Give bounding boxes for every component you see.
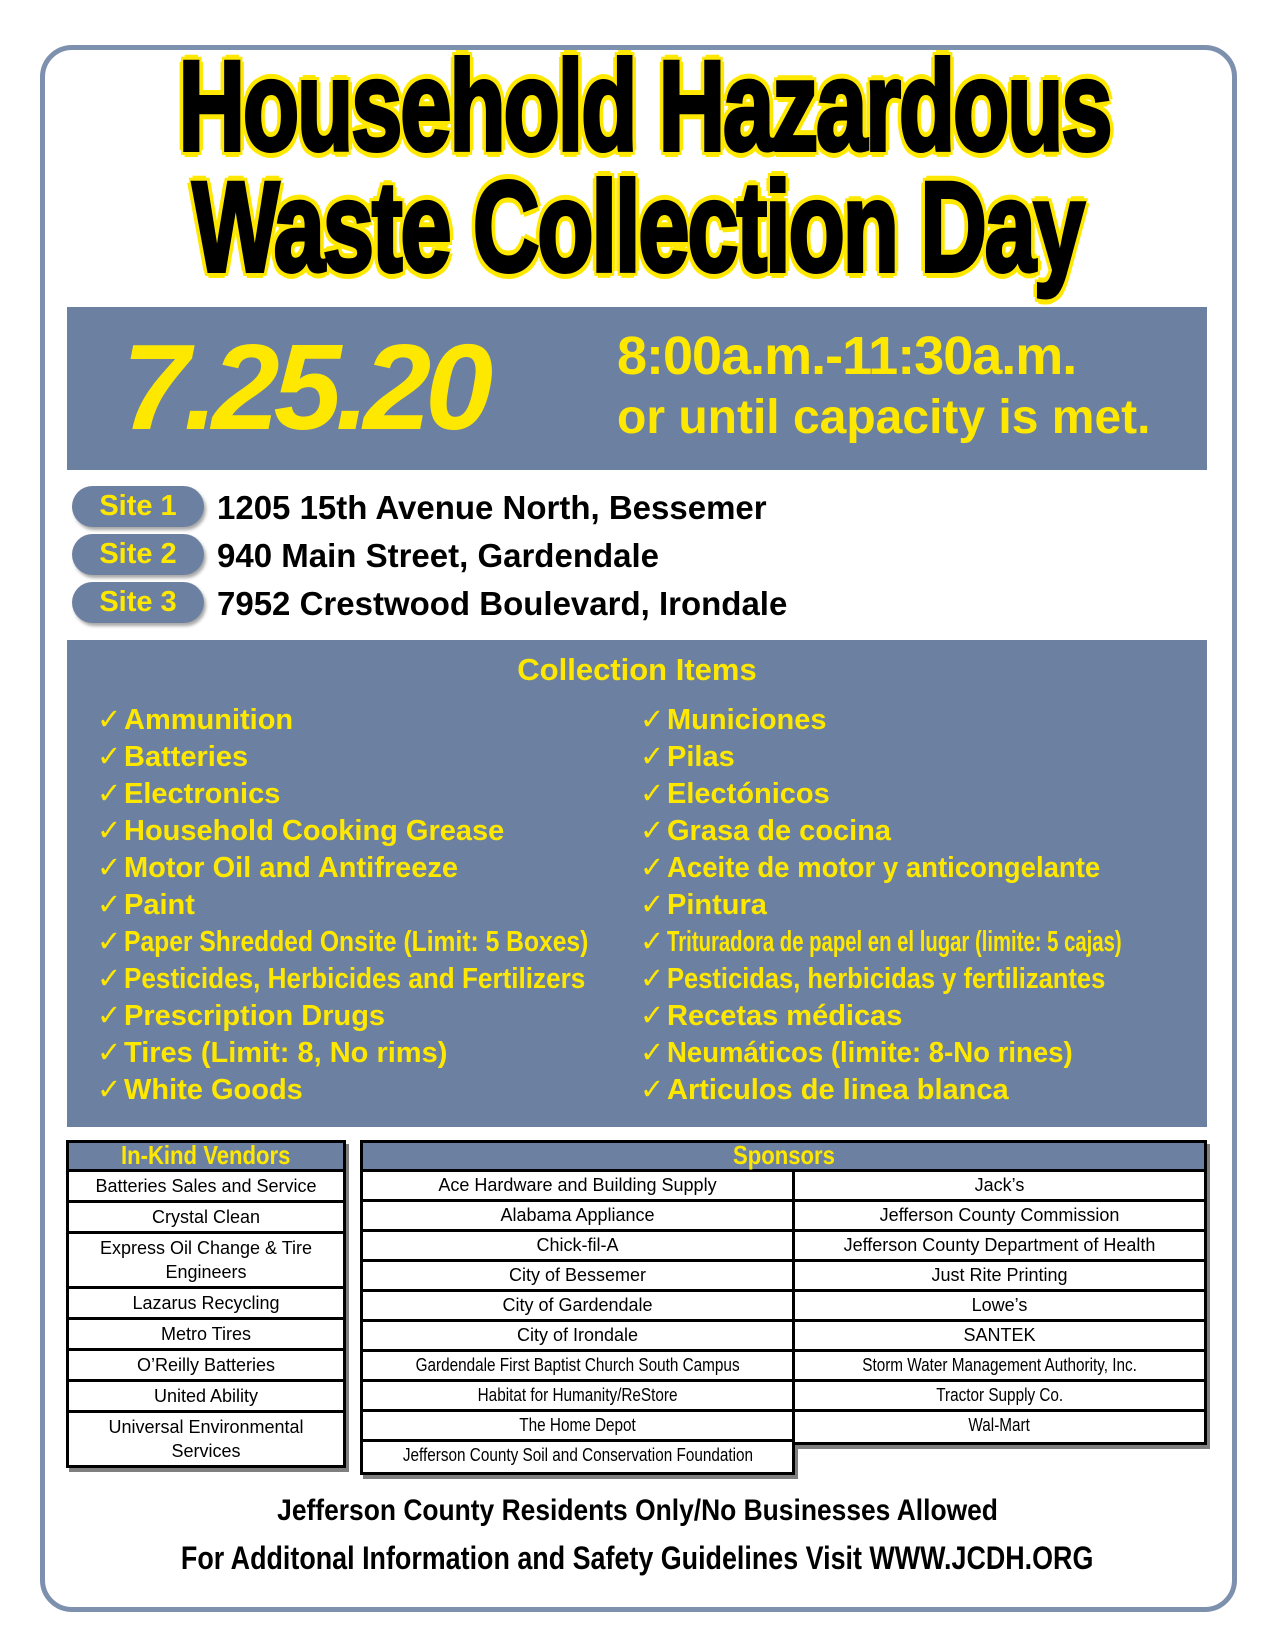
table-cell [795,1172,1204,1202]
event-times [617,323,1150,447]
collection-item [97,739,670,776]
collection-item [640,1035,1275,1072]
table-cell-label: Jefferson County Commission [879,1205,1120,1225]
footer-info-note-label: For Additonal Information and Safety Guidelines Visit WWW.JCDH.ORG [181,1540,1094,1576]
check-icon: ✓ [97,704,122,736]
table-cell [69,1413,343,1465]
collection-item-label: Electónicos [667,778,830,810]
collection-item [640,1072,1275,1109]
table-cell-label: Wal-Mart [968,1415,1031,1435]
table-cell-label: The Home Depot [519,1415,636,1435]
collection-item-label: Paint [124,889,195,921]
table-cell-label: City of Bessemer [508,1265,647,1285]
event-time-note: or until capacity is met. [617,391,1151,444]
table-cell [69,1172,343,1203]
table-cell [69,1382,343,1413]
table-cell [363,1352,792,1382]
table-cell [363,1232,792,1262]
site-1-address: 1205 15th Avenue North, Bessemer [217,489,767,526]
page-title-line1: Household Hazardous [178,35,1111,178]
check-icon: ✓ [97,778,122,810]
collection-item [640,924,1275,961]
site-2-badge: Site 2 [72,534,204,575]
collection-item-label: Aceite de motor y anticongelante [667,852,1101,884]
table-cell [363,1202,792,1232]
table-cell [795,1322,1204,1352]
table-cell-label: O’Reilly Batteries [136,1355,276,1375]
collection-item [640,813,1275,850]
table-cell [363,1322,792,1352]
collection-item-label: Municiones [667,704,827,736]
collection-item [97,850,670,887]
site-3-address: 7952 Crestwood Boulevard, Irondale [217,585,788,622]
check-icon: ✓ [97,852,122,884]
table-cell-label: Alabama Appliance [500,1205,655,1225]
collection-item [97,776,670,813]
table-cell-label: City of Irondale [516,1325,639,1345]
table-cell [69,1234,343,1289]
collection-item-label: Electronics [124,778,281,810]
check-icon: ✓ [97,1074,122,1106]
date-banner [67,307,1207,470]
table-cell [363,1172,792,1202]
in-kind-vendors-header-label: In-Kind Vendors [121,1140,291,1170]
collection-item-label: Pintura [667,889,767,921]
table-cell-label: Express Oil Change & Tire Engineers [99,1238,313,1282]
collection-item [640,887,1275,924]
table-cell-label: Ace Hardware and Building Supply [438,1175,717,1195]
in-kind-vendors-table [66,1140,346,1468]
check-icon: ✓ [640,852,665,884]
check-icon: ✓ [640,778,665,810]
collection-item [97,702,670,739]
collection-item [97,1035,670,1072]
check-icon: ✓ [97,963,122,995]
table-cell-label: Metro Tires [160,1324,252,1344]
collection-item [640,739,1275,776]
table-cell-label: Jefferson County Department of Health [843,1235,1156,1255]
collection-item [97,924,670,961]
collection-item-label: Batteries [124,741,249,773]
footer-info-note [0,1540,1275,1577]
sponsors-header-label: Sponsors [732,1140,835,1170]
table-cell [363,1442,792,1472]
table-cell-label: Habitat for Humanity/ReStore [477,1385,678,1405]
collection-item-label: Ammunition [124,704,294,736]
table-cell [795,1292,1204,1322]
site-1-badge: Site 1 [72,486,204,527]
table-cell-label: Lowe’s [971,1295,1028,1315]
sponsors-col1 [360,1172,795,1475]
collection-items-en [97,702,670,1109]
footer-residents-note [0,1494,1275,1528]
collection-item-label: Tires (Limit: 8, No rims) [124,1037,448,1069]
collection-item-label: Articulos de linea blanca [667,1074,1009,1106]
check-icon: ✓ [97,889,122,921]
check-icon: ✓ [640,815,665,847]
table-cell-label: Just Rite Printing [931,1265,1068,1285]
table-cell-label: Batteries Sales and Service [95,1176,317,1196]
collection-item-label: Trituradora de papel en el lugar (limite: 5 cajas) [667,926,1122,958]
event-time-range: 8:00a.m.-11:30a.m. [617,326,1077,386]
table-cell [363,1412,792,1442]
collection-item [97,1072,670,1109]
table-cell-label: Tractor Supply Co. [936,1385,1063,1405]
table-cell [795,1262,1204,1292]
table-cell-label: Lazarus Recycling [132,1293,280,1313]
collection-item-label: Pilas [667,741,735,773]
table-cell-label: United Ability [153,1386,259,1406]
event-date: 7.25.20 [122,319,488,455]
check-icon: ✓ [97,741,122,773]
sponsors-columns [360,1172,1207,1475]
sponsors-col2 [795,1172,1207,1445]
table-cell [69,1351,343,1382]
check-icon: ✓ [640,741,665,773]
collection-item-label: Motor Oil and Antifreeze [124,852,459,884]
check-icon: ✓ [640,1000,665,1032]
collection-item [97,998,670,1035]
table-cell-label: Jack’s [974,1175,1025,1195]
collection-item [640,998,1275,1035]
page-title [178,35,1111,299]
check-icon: ✓ [97,926,122,958]
collection-item [97,887,670,924]
check-icon: ✓ [97,815,122,847]
collection-item [97,961,670,998]
collection-item-label: Recetas médicas [667,1000,903,1032]
collection-item [640,702,1275,739]
sponsors-header [360,1140,1207,1172]
table-cell [795,1382,1204,1412]
collection-item [640,776,1275,813]
collection-item-label: Neumáticos (limite: 8-No rines) [667,1037,1073,1069]
table-cell-label: SANTEK [963,1325,1036,1345]
table-cell [69,1203,343,1234]
check-icon: ✓ [640,889,665,921]
table-cell [795,1202,1204,1232]
in-kind-vendors-header [66,1140,346,1172]
table-cell-label: Universal Environmental Services [108,1417,304,1461]
table-cell [795,1412,1204,1442]
table-cell-label: Crystal Clean [151,1207,261,1227]
table-cell-label: Gardendale First Baptist Church South Campus [415,1355,740,1375]
collection-item-label: White Goods [124,1074,303,1106]
collection-item-label: Grasa de cocina [667,815,892,847]
site-2-address: 940 Main Street, Gardendale [217,537,660,574]
check-icon: ✓ [640,1037,665,1069]
vendors-body [66,1172,346,1468]
collection-item-label: Household Cooking Grease [124,815,505,847]
footer-residents-note-label: Jefferson County Residents Only/No Businesses Allowed [277,1494,998,1527]
check-icon: ✓ [97,1000,122,1032]
table-cell-label: Storm Water Management Authority, Inc. [862,1355,1137,1375]
collection-item [640,850,1275,887]
table-cell [363,1262,792,1292]
collection-items-panel [67,640,1207,1127]
table-cell-label: Chick-fil-A [536,1235,619,1255]
table-cell [795,1352,1204,1382]
check-icon: ✓ [640,1074,665,1106]
check-icon: ✓ [640,926,665,958]
collection-item-label: Pesticides, Herbicides and Fertilizers [124,963,586,995]
site-3-badge: Site 3 [72,582,204,623]
check-icon: ✓ [97,1037,122,1069]
collection-item-label: Prescription Drugs [124,1000,386,1032]
table-cell [363,1382,792,1412]
table-cell [363,1292,792,1322]
collection-item-label: Pesticidas, herbicidas y fertilizantes [667,963,1106,995]
table-cell-label: Jefferson County Soil and Conservation Foundation [402,1445,753,1465]
table-cell [69,1289,343,1320]
page-title-line2: Waste Collection Day [192,156,1083,299]
table-cell-label: City of Gardendale [502,1295,653,1315]
collection-item [97,813,670,850]
collection-items-heading: Collection Items [517,652,757,687]
table-cell [795,1232,1204,1262]
collection-items-es [640,702,1275,1109]
collection-item [640,961,1275,998]
collection-item-label: Paper Shredded Onsite (Limit: 5 Boxes) [124,926,589,958]
sponsors-table [360,1140,1207,1475]
table-cell [69,1320,343,1351]
check-icon: ✓ [640,704,665,736]
check-icon: ✓ [640,963,665,995]
